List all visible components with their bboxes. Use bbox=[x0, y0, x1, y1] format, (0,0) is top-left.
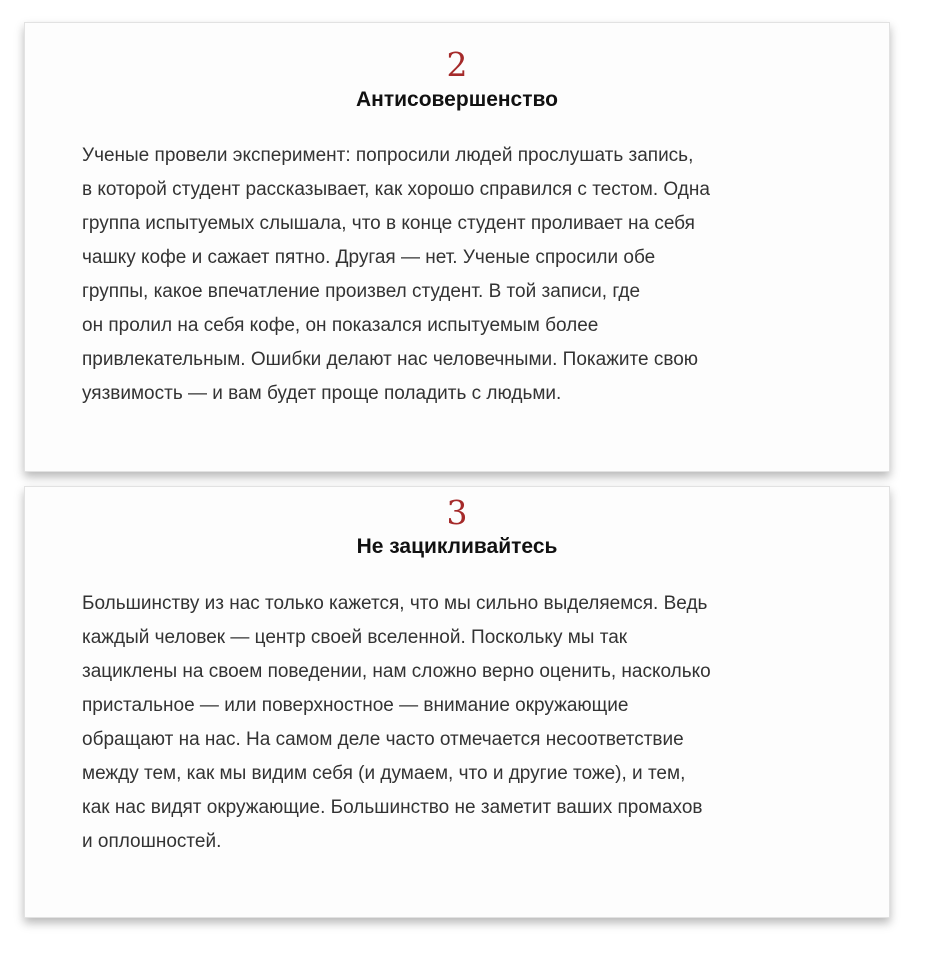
body-line: как нас видят окружающие. Большинство не заметит ваших промахов bbox=[82, 797, 703, 818]
body-line: в которой студент рассказывает, как хорошо справился с тестом. Одна bbox=[82, 179, 710, 200]
body-line: чашку кофе и сажает пятно. Другая — нет. Ученые спросили обе bbox=[82, 247, 656, 268]
section-body bbox=[82, 139, 842, 411]
section-card-3 bbox=[24, 486, 890, 918]
body-line: зациклены на своем поведении, нам сложно верно оценить, насколько bbox=[82, 661, 711, 682]
section-body bbox=[82, 587, 842, 859]
body-line: между тем, как мы видим себя (и думаем, что и другие тоже), и тем, bbox=[82, 763, 686, 784]
body-line: и оплошностей. bbox=[82, 831, 222, 852]
body-line: он пролил на себя кофе, он показался испытуемым более bbox=[82, 315, 599, 336]
section-card-2 bbox=[24, 22, 890, 472]
body-line: обращают на нас. На самом деле часто отмечается несоответствие bbox=[82, 729, 684, 750]
body-line: привлекательным. Ошибки делают нас человечными. Покажите свою bbox=[82, 349, 699, 370]
body-line: каждый человек — центр своей вселенной. Поскольку мы так bbox=[82, 627, 628, 648]
section-title: Не зацикливайтесь bbox=[356, 535, 558, 558]
body-line: группы, какое впечатление произвел студент. В той записи, где bbox=[82, 281, 641, 302]
section-title: Антисовершенство bbox=[356, 88, 558, 111]
section-number: 3 bbox=[446, 493, 468, 532]
body-line: группа испытуемых слышала, что в конце студент проливает на себя bbox=[82, 213, 695, 234]
section-number: 2 bbox=[446, 45, 468, 84]
body-line: Ученые провели эксперимент: попросили людей прослушать запись, bbox=[82, 145, 694, 166]
body-line: Большинству из нас только кажется, что мы сильно выделяемся. Ведь bbox=[82, 593, 708, 614]
body-line: пристальное — или поверхностное — внимание окружающие bbox=[82, 695, 629, 716]
body-line: уязвимость — и вам будет проще поладить с людьми. bbox=[82, 383, 562, 404]
